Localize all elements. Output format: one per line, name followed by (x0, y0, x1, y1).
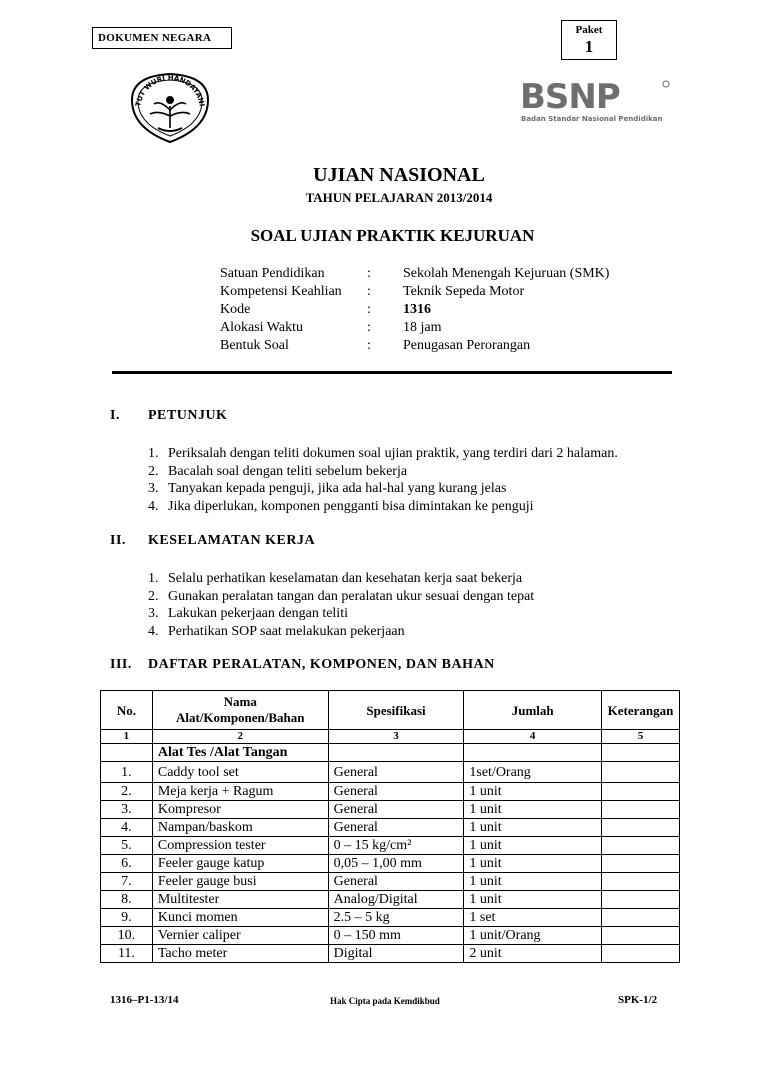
row-nama: Meja kerja + Ragum (152, 783, 328, 801)
row-keterangan (601, 819, 679, 837)
table-row (101, 819, 680, 837)
row-spesifikasi: General (328, 801, 464, 819)
row-no: 7. (101, 873, 153, 891)
row-spesifikasi: 0,05 – 1,00 mm (328, 855, 464, 873)
footer-code: 1316–P1-13/14 (110, 994, 179, 1006)
row-nama: Vernier caliper (152, 927, 328, 945)
row-nama: Feeler gauge busi (152, 873, 328, 891)
meta-key: Bentuk Soal (220, 338, 289, 353)
table-row (101, 873, 680, 891)
paket-number: 1 (584, 37, 594, 56)
exam-type: SOAL UJIAN PRAKTIK KEJURUAN (250, 226, 535, 245)
safety-list (148, 570, 534, 640)
row-keterangan (601, 837, 679, 855)
row-spesifikasi: General (328, 873, 464, 891)
row-jumlah: 1 unit (464, 801, 602, 819)
bsnp-logo (520, 78, 670, 126)
meta-colon: : (367, 266, 371, 281)
row-keterangan (601, 783, 679, 801)
row-nama: Compression tester (152, 837, 328, 855)
row-jumlah: 1 unit (464, 819, 602, 837)
meta-value: Sekolah Menengah Kejuruan (SMK) (403, 266, 610, 281)
meta-row (220, 283, 609, 301)
classification-label: DOKUMEN NEGARA (92, 27, 232, 49)
meta-row (220, 265, 609, 283)
row-keterangan (601, 927, 679, 945)
meta-colon: : (367, 302, 371, 317)
section-title: PETUNJUK (148, 408, 228, 423)
meta-value: Penugasan Perorangan (403, 338, 531, 353)
exam-title: UJIAN NASIONAL (313, 164, 485, 186)
row-spesifikasi: 2.5 – 5 kg (328, 909, 464, 927)
row-jumlah: 2 unit (464, 945, 602, 963)
row-jumlah: 1 unit (464, 855, 602, 873)
meta-row (220, 337, 609, 355)
row-no: 5. (101, 837, 153, 855)
row-no: 1. (101, 762, 153, 783)
footer-page: SPK-1/2 (618, 994, 658, 1006)
row-nama: Tacho meter (152, 945, 328, 963)
row-spesifikasi: General (328, 819, 464, 837)
paket-label: Paket (575, 24, 603, 36)
row-spesifikasi: 0 – 150 mm (328, 927, 464, 945)
table-row (101, 783, 680, 801)
section-number: II. (110, 533, 126, 548)
list-item: 1. Selalu perhatikan keselamatan dan kesehatan kerja saat bekerja (148, 571, 523, 586)
row-keterangan (601, 909, 679, 927)
meta-key: Alokasi Waktu (220, 320, 303, 335)
exam-year: TAHUN PELAJARAN 2013/2014 (305, 190, 493, 205)
list-item: 1. Periksalah dengan teliti dokumen soal ujian praktik, yang terdiri dari 2 halaman. (148, 446, 618, 461)
row-keterangan (601, 873, 679, 891)
row-jumlah: 1 unit (464, 837, 602, 855)
row-spesifikasi: 0 – 15 kg/cm² (328, 837, 464, 855)
header-spesifikasi: Spesifikasi (328, 691, 464, 730)
row-keterangan (601, 801, 679, 819)
list-item: 2. Gunakan peralatan tangan dan peralatan ukur sesuai dengan tepat (148, 588, 535, 604)
table-row (101, 762, 680, 783)
row-nama: Caddy tool set (152, 762, 328, 783)
meta-value: 1316 (403, 302, 431, 317)
svg-text:TUT WURI HANDAYANI: TUT WURI HANDAYANI (134, 73, 206, 108)
header-keterangan: Keterangan (601, 691, 679, 730)
table-row (101, 855, 680, 873)
row-keterangan (601, 762, 679, 783)
row-keterangan (601, 945, 679, 963)
header-no: No. (101, 691, 153, 730)
row-no: 3. (101, 801, 153, 819)
row-jumlah: 1 unit (464, 783, 602, 801)
paket-box (561, 20, 617, 60)
row-keterangan (601, 891, 679, 909)
row-spesifikasi: General (328, 783, 464, 801)
row-nama: Nampan/baskom (152, 819, 328, 837)
meta-row (220, 319, 609, 337)
group-title: Alat Tes /Alat Tangan (152, 744, 328, 762)
column-number-row: 1 2 3 4 5 (101, 730, 680, 744)
row-spesifikasi: Digital (328, 945, 464, 963)
meta-key: Kode (220, 302, 251, 317)
group-row (101, 744, 680, 762)
svg-text:Badan Standar Nasional Pendidi: Badan Standar Nasional Pendidikan (521, 115, 663, 123)
meta-value: 18 jam (403, 320, 442, 335)
section-number: III. (110, 657, 132, 672)
row-jumlah: 1set/Orang (464, 762, 602, 783)
meta-colon: : (367, 338, 371, 353)
meta-row (220, 301, 609, 319)
list-item: 4. Jika diperlukan, komponen pengganti bisa dimintakan ke penguji (148, 498, 534, 514)
row-spesifikasi: General (328, 762, 464, 783)
meta-colon: : (367, 320, 371, 335)
exam-metadata (220, 265, 609, 355)
table-row (101, 801, 680, 819)
section-title: KESELAMATAN KERJA (148, 533, 316, 548)
list-item: 4. Perhatikan SOP saat melakukan pekerjaan (148, 623, 405, 639)
row-no: 9. (101, 909, 153, 927)
header-jumlah: Jumlah (464, 691, 602, 730)
row-nama: Multitester (152, 891, 328, 909)
tut-wuri-handayani-logo (124, 70, 216, 146)
row-keterangan (601, 855, 679, 873)
divider-rule (112, 371, 672, 374)
meta-key: Satuan Pendidikan (220, 266, 325, 281)
meta-value: Teknik Sepeda Motor (403, 284, 525, 299)
table-row (101, 909, 680, 927)
table-header-row (101, 691, 680, 730)
row-jumlah: 1 unit/Orang (464, 927, 602, 945)
table-row (101, 891, 680, 909)
row-jumlah: 1 unit (464, 891, 602, 909)
row-nama: Kunci momen (152, 909, 328, 927)
row-nama: Feeler gauge katup (152, 855, 328, 873)
table-row (101, 945, 680, 963)
instruction-list (148, 445, 618, 515)
footer-copyright: Hak Cipta pada Kemdikbud (330, 996, 440, 1006)
row-no: 11. (101, 945, 153, 963)
row-nama: Kompresor (152, 801, 328, 819)
row-no: 10. (101, 927, 153, 945)
svg-text:BSNP: BSNP (520, 78, 620, 117)
row-jumlah: 1 set (464, 909, 602, 927)
row-jumlah: 1 unit (464, 873, 602, 891)
list-item: 3. Lakukan pekerjaan dengan teliti (148, 606, 348, 621)
row-no: 2. (101, 783, 153, 801)
header-nama: Nama Alat/Komponen/Bahan (152, 691, 328, 730)
list-item: 2. Bacalah soal dengan teliti sebelum bekerja (148, 463, 408, 479)
meta-colon: : (367, 284, 371, 299)
table-row (101, 837, 680, 855)
row-no: 4. (101, 819, 153, 837)
list-item: 3. Tanyakan kepada penguji, jika ada hal-hal yang kurang jelas (148, 481, 507, 496)
row-spesifikasi: Analog/Digital (328, 891, 464, 909)
meta-key: Kompetensi Keahlian (220, 284, 342, 299)
table-row (101, 927, 680, 945)
section-number: I. (110, 408, 120, 423)
row-no: 8. (101, 891, 153, 909)
row-no: 6. (101, 855, 153, 873)
equipment-table (100, 690, 680, 963)
section-title: DAFTAR PERALATAN, KOMPONEN, DAN BAHAN (148, 657, 495, 672)
